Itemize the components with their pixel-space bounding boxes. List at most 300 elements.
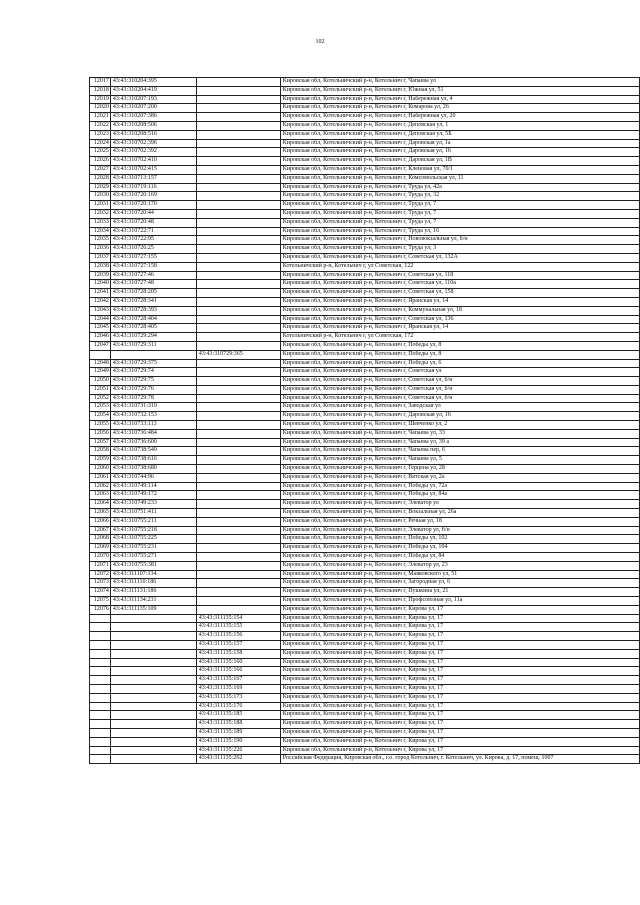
- row-number-cell: 12057: [90, 438, 111, 447]
- cadastral-number-cell: 43:43:310744:96: [110, 473, 196, 482]
- cadastral-number-cell: 43:43:310722:95: [110, 236, 196, 245]
- row-number-cell: 12053: [90, 403, 111, 412]
- row-number-cell: 12024: [90, 139, 111, 148]
- row-number-cell: [90, 623, 111, 632]
- table-row: [90, 130, 640, 139]
- table-row: [90, 350, 640, 359]
- cadastral-number-cell: 43:43:310727:155: [110, 253, 196, 262]
- cadastral-number-cell: [110, 667, 196, 676]
- cadastral-number-cell: 43:43:311131:186: [110, 588, 196, 597]
- address-cell: Кировская обл, Котельничский р-н, Котельнич г, Победы ул, 102: [280, 535, 639, 544]
- address-cell: Кировская обл, Котельничский р-н, Котельнич г, Элеватор ул, 23: [280, 561, 639, 570]
- row-number-cell: 12046: [90, 333, 111, 342]
- table-row: [90, 174, 640, 183]
- cadastral-number-cell: 43:43:311110:186: [110, 579, 196, 588]
- row-number-cell: 12029: [90, 183, 111, 192]
- address-cell: Кировская обл, Котельничский р-н, Котельнич г, Яранская ул, 14: [280, 297, 639, 306]
- linked-cadastral-number-cell: 43:43:311135:189: [196, 728, 280, 737]
- cadastral-number-cell: [110, 737, 196, 746]
- linked-cadastral-number-cell: [196, 157, 280, 166]
- cadastral-number-cell: [110, 684, 196, 693]
- table-row: [90, 684, 640, 693]
- table-row: [90, 148, 640, 157]
- table-row: [90, 201, 640, 210]
- registry-table: [89, 77, 640, 764]
- row-number-cell: 12067: [90, 526, 111, 535]
- table-row: [90, 658, 640, 667]
- row-number-cell: 12034: [90, 227, 111, 236]
- table-row: [90, 597, 640, 606]
- linked-cadastral-number-cell: [196, 544, 280, 553]
- address-cell: Кировская обл, Котельничский р-н, Котельнич г, Советская ул, б/н: [280, 385, 639, 394]
- address-cell: Кировская обл, Котельничский р-н, Котельнич г, Труда ул, 42а: [280, 183, 639, 192]
- cadastral-number-cell: 43:43:310207:386: [110, 113, 196, 122]
- table-row: [90, 623, 640, 632]
- address-cell: Кировская обл, Котельничский р-н, Котельнич г, Кирова ул, 17: [280, 720, 639, 729]
- cadastral-number-cell: 43:43:310722:71: [110, 227, 196, 236]
- table-row: [90, 95, 640, 104]
- table-row: [90, 509, 640, 518]
- cadastral-number-cell: [110, 711, 196, 720]
- table-row: [90, 465, 640, 474]
- row-number-cell: 12068: [90, 535, 111, 544]
- address-cell: Кировская обл, Котельничский р-н, Котельнич г, Победы ул, 84а: [280, 491, 639, 500]
- table-row: [90, 121, 640, 130]
- row-number-cell: [90, 720, 111, 729]
- address-cell: Кировская обл, Котельничский р-н, Котельнич г, Победы ул, 6: [280, 359, 639, 368]
- row-number-cell: 12019: [90, 95, 111, 104]
- table-row: [90, 227, 640, 236]
- table-row: [90, 641, 640, 650]
- address-cell: Котельничский р-н, Котельнич г, ул Советская, 172: [280, 333, 639, 342]
- row-number-cell: 12069: [90, 544, 111, 553]
- linked-cadastral-number-cell: 43:43:311135:262: [196, 755, 280, 764]
- address-cell: Кировская обл, Котельничский р-н, Котельнич г, Кирова ул, 17: [280, 623, 639, 632]
- cadastral-number-cell: 43:43:310729:78: [110, 394, 196, 403]
- cadastral-number-cell: 43:43:310726:25: [110, 245, 196, 254]
- linked-cadastral-number-cell: [196, 403, 280, 412]
- linked-cadastral-number-cell: [196, 165, 280, 174]
- cadastral-number-cell: 43:43:310713:157: [110, 174, 196, 183]
- linked-cadastral-number-cell: 43:43:311135:160: [196, 658, 280, 667]
- address-cell: Кировская обл, Котельничский р-н, Котельнич г, Герцена ул, 28: [280, 465, 639, 474]
- linked-cadastral-number-cell: [196, 535, 280, 544]
- linked-cadastral-number-cell: 43:43:310729:365: [196, 350, 280, 359]
- address-cell: Кировская обл, Котельничский р-н, Котельнич г, Кирова ул, 17: [280, 641, 639, 650]
- cadastral-number-cell: [110, 720, 196, 729]
- cadastral-number-cell: 43:43:310732:153: [110, 412, 196, 421]
- row-number-cell: [90, 649, 111, 658]
- row-number-cell: 12038: [90, 262, 111, 271]
- linked-cadastral-number-cell: [196, 289, 280, 298]
- address-cell: Кировская обл, Котельничский р-н, Котельнич г, Пушкина ул, 21: [280, 588, 639, 597]
- table-row: [90, 570, 640, 579]
- table-row: [90, 588, 640, 597]
- address-cell: Кировская обл, Котельничский р-н, Котельнич г, Комарова ул, 26: [280, 104, 639, 113]
- cadastral-number-cell: 43:43:310729:75: [110, 377, 196, 386]
- address-cell: Кировская обл, Котельничский р-н, Котельнич г, Набережная ул, 20: [280, 113, 639, 122]
- table-row: [90, 78, 640, 87]
- cadastral-number-cell: 43:43:310729:311: [110, 341, 196, 350]
- row-number-cell: 12035: [90, 236, 111, 245]
- linked-cadastral-number-cell: [196, 218, 280, 227]
- cadastral-number-cell: 43:43:310728:205: [110, 289, 196, 298]
- linked-cadastral-number-cell: [196, 341, 280, 350]
- address-cell: Кировская обл, Котельничский р-н, Котельнич г, Маяковского ул, 51: [280, 570, 639, 579]
- linked-cadastral-number-cell: [196, 597, 280, 606]
- linked-cadastral-number-cell: [196, 139, 280, 148]
- cadastral-number-cell: 43:43:310738:616: [110, 456, 196, 465]
- address-cell: Кировская обл, Котельничский р-н, Котельнич г, Кирова ул, 17: [280, 614, 639, 623]
- cadastral-number-cell: 43:43:310755:271: [110, 553, 196, 562]
- table-row: [90, 157, 640, 166]
- cadastral-number-cell: 43:43:310727:158: [110, 262, 196, 271]
- row-number-cell: 12050: [90, 377, 111, 386]
- address-cell: Кировская обл, Котельничский р-н, Котельнич г, Труда ул, 7: [280, 209, 639, 218]
- linked-cadastral-number-cell: [196, 561, 280, 570]
- row-number-cell: 12037: [90, 253, 111, 262]
- linked-cadastral-number-cell: 43:43:311135:185: [196, 711, 280, 720]
- address-cell: Кировская обл, Котельничский р-н, Котельнич г, Чапаева пер, 6: [280, 447, 639, 456]
- address-cell: Кировская обл, Котельничский р-н, Котельнич г, Кирова ул, 17: [280, 658, 639, 667]
- row-number-cell: [90, 702, 111, 711]
- linked-cadastral-number-cell: [196, 429, 280, 438]
- address-cell: Кировская обл, Котельничский р-н, Котельнич г, Вокзальная ул, 26а: [280, 509, 639, 518]
- row-number-cell: 12017: [90, 78, 111, 87]
- cadastral-number-cell: [110, 676, 196, 685]
- address-cell: Кировская обл, Котельничский р-н, Котельнич г, Профсоюзная ул, 11а: [280, 597, 639, 606]
- linked-cadastral-number-cell: [196, 500, 280, 509]
- row-number-cell: 12042: [90, 297, 111, 306]
- cadastral-number-cell: [110, 658, 196, 667]
- linked-cadastral-number-cell: [196, 588, 280, 597]
- linked-cadastral-number-cell: [196, 394, 280, 403]
- cadastral-number-cell: 43:43:310720:169: [110, 192, 196, 201]
- linked-cadastral-number-cell: [196, 95, 280, 104]
- cadastral-number-cell: [110, 693, 196, 702]
- address-cell: Кировская обл, Котельничский р-н, Котельнич г, Чапаева ул, 39 а: [280, 438, 639, 447]
- linked-cadastral-number-cell: 43:43:311135:173: [196, 693, 280, 702]
- cadastral-number-cell: 43:43:310702:415: [110, 165, 196, 174]
- cadastral-number-cell: 43:43:310702:396: [110, 139, 196, 148]
- cadastral-number-cell: 43:43:310736:600: [110, 438, 196, 447]
- cadastral-number-cell: [110, 755, 196, 764]
- table-row: [90, 324, 640, 333]
- linked-cadastral-number-cell: [196, 482, 280, 491]
- row-number-cell: [90, 632, 111, 641]
- linked-cadastral-number-cell: [196, 315, 280, 324]
- cadastral-number-cell: [110, 702, 196, 711]
- address-cell: Кировская обл, Котельничский р-н, Котельнич г, Чапаева ул, 33: [280, 429, 639, 438]
- row-number-cell: 12027: [90, 165, 111, 174]
- linked-cadastral-number-cell: [196, 236, 280, 245]
- address-cell: Кировская обл, Котельничский р-н, Котельнич г, Советская ул, 110а: [280, 280, 639, 289]
- linked-cadastral-number-cell: 43:43:311135:158: [196, 649, 280, 658]
- address-cell: Кировская обл, Котельничский р-н, Котельнич г, Кирова ул, 17: [280, 667, 639, 676]
- table-row: [90, 746, 640, 755]
- address-cell: Кировская обл, Котельничский р-н, Котельнич г, Деповская ул, 1: [280, 121, 639, 130]
- address-cell: Кировская обл, Котельничский р-н, Котельнич г, Нововокзальная ул, б/н: [280, 236, 639, 245]
- cadastral-number-cell: 43:43:310208:516: [110, 130, 196, 139]
- linked-cadastral-number-cell: [196, 227, 280, 236]
- table-row: [90, 605, 640, 614]
- address-cell: Кировская обл, Котельничский р-н, Котельнич г, Победы ул, 72а: [280, 482, 639, 491]
- address-cell: Котельничский р-н, Котельнич г, ул Советская, 122: [280, 262, 639, 271]
- row-number-cell: 12071: [90, 561, 111, 570]
- table-row: [90, 526, 640, 535]
- address-cell: Кировская обл, Котельничский р-н, Котельнич г, Труда ул, 7: [280, 201, 639, 210]
- table-row: [90, 693, 640, 702]
- address-cell: Кировская обл, Котельничский р-н, Котельнич г, Даровская ул, 1В: [280, 157, 639, 166]
- row-number-cell: [90, 728, 111, 737]
- cadastral-number-cell: 43:43:310755:218: [110, 526, 196, 535]
- linked-cadastral-number-cell: [196, 509, 280, 518]
- row-number-cell: [90, 614, 111, 623]
- table-row: [90, 720, 640, 729]
- linked-cadastral-number-cell: 43:43:311135:169: [196, 684, 280, 693]
- address-cell: Кировская обл, Котельничский р-н, Котельнич г, Даровская ул, 1а: [280, 139, 639, 148]
- table-row: [90, 544, 640, 553]
- address-cell: Кировская обл, Котельничский р-н, Котельнич г, Комсомольская ул, 11: [280, 174, 639, 183]
- cadastral-number-cell: [110, 350, 196, 359]
- table-row: [90, 482, 640, 491]
- row-number-cell: 12051: [90, 385, 111, 394]
- table-row: [90, 632, 640, 641]
- cadastral-number-cell: 43:43:310720:170: [110, 201, 196, 210]
- linked-cadastral-number-cell: [196, 262, 280, 271]
- table-row: [90, 218, 640, 227]
- cadastral-number-cell: 43:43:310749:172: [110, 491, 196, 500]
- row-number-cell: 12036: [90, 245, 111, 254]
- row-number-cell: 12075: [90, 597, 111, 606]
- cadastral-number-cell: 43:43:310204:395: [110, 78, 196, 87]
- row-number-cell: [90, 350, 111, 359]
- linked-cadastral-number-cell: [196, 174, 280, 183]
- address-cell: Кировская обл, Котельничский р-н, Котельнич г, Кирова ул, 17: [280, 649, 639, 658]
- table-row: [90, 394, 640, 403]
- cadastral-number-cell: 43:43:310729:74: [110, 368, 196, 377]
- table-row: [90, 517, 640, 526]
- address-cell: Кировская обл, Котельничский р-н, Котельнич г, Элеватор ул: [280, 500, 639, 509]
- row-number-cell: 12060: [90, 465, 111, 474]
- row-number-cell: 12026: [90, 157, 111, 166]
- linked-cadastral-number-cell: [196, 78, 280, 87]
- table-row: [90, 667, 640, 676]
- cadastral-number-cell: 43:43:310208:506: [110, 121, 196, 130]
- row-number-cell: 12021: [90, 113, 111, 122]
- row-number-cell: [90, 641, 111, 650]
- address-cell: Кировская обл, Котельничский р-н, Котельнич г, Победы ул, 84: [280, 553, 639, 562]
- address-cell: Кировская обл, Котельничский р-н, Котельнич г, Советская ул, 132А: [280, 253, 639, 262]
- table-row: [90, 535, 640, 544]
- linked-cadastral-number-cell: 43:43:311135:188: [196, 720, 280, 729]
- table-row: [90, 561, 640, 570]
- address-cell: Кировская обл, Котельничский р-н, Котельнич г, Кирова ул, 17: [280, 702, 639, 711]
- row-number-cell: [90, 737, 111, 746]
- table-row: [90, 728, 640, 737]
- row-number-cell: 12065: [90, 509, 111, 518]
- row-number-cell: 12031: [90, 201, 111, 210]
- linked-cadastral-number-cell: 43:43:311135:154: [196, 614, 280, 623]
- linked-cadastral-number-cell: [196, 253, 280, 262]
- linked-cadastral-number-cell: [196, 491, 280, 500]
- cadastral-number-cell: [110, 728, 196, 737]
- table-row: [90, 341, 640, 350]
- linked-cadastral-number-cell: [196, 183, 280, 192]
- row-number-cell: 12040: [90, 280, 111, 289]
- row-number-cell: 12033: [90, 218, 111, 227]
- cadastral-number-cell: [110, 623, 196, 632]
- address-cell: Кировская обл, Котельничский р-н, Котельнич г, Коммунальная ул, 18: [280, 306, 639, 315]
- row-number-cell: 12018: [90, 86, 111, 95]
- cadastral-number-cell: 43:43:310749:233: [110, 500, 196, 509]
- address-cell: Кировская обл, Котельничский р-н, Котельнич г, Кирова ул, 17: [280, 746, 639, 755]
- linked-cadastral-number-cell: [196, 271, 280, 280]
- linked-cadastral-number-cell: [196, 447, 280, 456]
- table-row: [90, 297, 640, 306]
- table-row: [90, 737, 640, 746]
- address-cell: Кировская обл, Котельничский р-н, Котельнич г, Победы ул, 8: [280, 350, 639, 359]
- table-row: [90, 377, 640, 386]
- linked-cadastral-number-cell: [196, 201, 280, 210]
- table-row: [90, 711, 640, 720]
- cadastral-number-cell: 43:43:310207:193: [110, 95, 196, 104]
- row-number-cell: 12020: [90, 104, 111, 113]
- row-number-cell: 12074: [90, 588, 111, 597]
- cadastral-number-cell: 43:43:310751:411: [110, 509, 196, 518]
- address-cell: Кировская обл, Котельничский р-н, Котельнич г, Даровская ул, 16: [280, 412, 639, 421]
- table-row: [90, 500, 640, 509]
- cadastral-number-cell: 43:43:310204:419: [110, 86, 196, 95]
- table-row: [90, 368, 640, 377]
- cadastral-number-cell: 43:43:310720:48: [110, 218, 196, 227]
- row-number-cell: 12047: [90, 341, 111, 350]
- row-number-cell: 12066: [90, 517, 111, 526]
- linked-cadastral-number-cell: 43:43:311135:155: [196, 623, 280, 632]
- row-number-cell: 12063: [90, 491, 111, 500]
- linked-cadastral-number-cell: [196, 553, 280, 562]
- table-row: [90, 165, 640, 174]
- address-cell: Российская Федерация, Кировская обл., г.о. город Котельнич, г. Котельнич, ул. Кирова, д. 17, помещ. 1007: [280, 755, 639, 764]
- address-cell: Кировская обл, Котельничский р-н, Котельнич г, Труда ул, 3: [280, 245, 639, 254]
- cadastral-number-cell: 43:43:310755:211: [110, 517, 196, 526]
- address-cell: Кировская обл, Котельничский р-н, Котельнич г, Советская ул, 136: [280, 315, 639, 324]
- table-row: [90, 359, 640, 368]
- address-cell: Кировская обл, Котельничский р-н, Котельнич г, Кирова ул, 17: [280, 676, 639, 685]
- table-row: [90, 236, 640, 245]
- cadastral-number-cell: 43:43:310728:393: [110, 306, 196, 315]
- cadastral-number-cell: [110, 632, 196, 641]
- row-number-cell: 12030: [90, 192, 111, 201]
- table-row: [90, 403, 640, 412]
- row-number-cell: 12049: [90, 368, 111, 377]
- cadastral-number-cell: 43:43:310702:410: [110, 157, 196, 166]
- cadastral-number-cell: 43:43:310755:381: [110, 561, 196, 570]
- address-cell: Кировская обл, Котельничский р-н, Котельнич г, Труда ул, 16: [280, 227, 639, 236]
- cadastral-number-cell: 43:43:310719:116: [110, 183, 196, 192]
- address-cell: Кировская обл, Котельничский р-н, Котельнич г, Советская ул, 118: [280, 271, 639, 280]
- cadastral-number-cell: [110, 649, 196, 658]
- table-row: [90, 473, 640, 482]
- table-row: [90, 289, 640, 298]
- row-number-cell: [90, 667, 111, 676]
- address-cell: Кировская обл, Котельничский р-н, Котельнич г, Советская ул, б/н: [280, 377, 639, 386]
- table-row: [90, 429, 640, 438]
- linked-cadastral-number-cell: [196, 377, 280, 386]
- table-row: [90, 553, 640, 562]
- table-row: [90, 438, 640, 447]
- cadastral-number-cell: 43:43:310729:375: [110, 359, 196, 368]
- table-row: [90, 456, 640, 465]
- row-number-cell: 12061: [90, 473, 111, 482]
- cadastral-number-cell: 43:43:310702:392: [110, 148, 196, 157]
- table-row: [90, 245, 640, 254]
- table-row: [90, 262, 640, 271]
- row-number-cell: 12056: [90, 429, 111, 438]
- row-number-cell: 12043: [90, 306, 111, 315]
- table-row: [90, 491, 640, 500]
- address-cell: Кировская обл, Котельничский р-н, Котельнич г, Кирова ул, 17: [280, 684, 639, 693]
- linked-cadastral-number-cell: [196, 113, 280, 122]
- cadastral-number-cell: 43:43:310728:405: [110, 324, 196, 333]
- table-row: [90, 447, 640, 456]
- address-cell: Кировская обл, Котельничский р-н, Котельнич г, Советская ул, 158: [280, 289, 639, 298]
- row-number-cell: [90, 746, 111, 755]
- address-cell: Кировская обл, Котельничский р-н, Котельнич г, Кирова ул, 17: [280, 737, 639, 746]
- cadastral-number-cell: 43:43:310738:549: [110, 447, 196, 456]
- table-row: [90, 192, 640, 201]
- address-cell: Кировская обл, Котельничский р-н, Котельнич г, Яранская ул, 14: [280, 324, 639, 333]
- address-cell: Кировская обл, Котельничский р-н, Котельнич г, Набережная ул, 4: [280, 95, 639, 104]
- row-number-cell: [90, 711, 111, 720]
- row-number-cell: 12032: [90, 209, 111, 218]
- linked-cadastral-number-cell: [196, 324, 280, 333]
- cadastral-number-cell: 43:43:310729:294: [110, 333, 196, 342]
- table-row: [90, 315, 640, 324]
- row-number-cell: [90, 755, 111, 764]
- linked-cadastral-number-cell: [196, 421, 280, 430]
- table-row: [90, 86, 640, 95]
- linked-cadastral-number-cell: [196, 104, 280, 113]
- table-row: [90, 579, 640, 588]
- row-number-cell: 12023: [90, 130, 111, 139]
- row-number-cell: [90, 676, 111, 685]
- cadastral-number-cell: 43:43:310738:680: [110, 465, 196, 474]
- table-row: [90, 139, 640, 148]
- row-number-cell: 12059: [90, 456, 111, 465]
- address-cell: Кировская обл, Котельничский р-н, Котельнич г, Вятская ул, 2а: [280, 473, 639, 482]
- address-cell: Кировская обл, Котельничский р-н, Котельнич г, Труда ул, 7: [280, 218, 639, 227]
- address-cell: Кировская обл, Котельничский р-н, Котельнич г, Деповская ул, 5Б: [280, 130, 639, 139]
- table-row: [90, 280, 640, 289]
- table-row: [90, 104, 640, 113]
- linked-cadastral-number-cell: 43:43:311135:167: [196, 676, 280, 685]
- linked-cadastral-number-cell: [196, 473, 280, 482]
- cadastral-number-cell: 43:43:310733:113: [110, 421, 196, 430]
- table-row: [90, 649, 640, 658]
- address-cell: Кировская обл, Котельничский р-н, Котельнич г, Победы ул, 104: [280, 544, 639, 553]
- row-number-cell: 12044: [90, 315, 111, 324]
- row-number-cell: 12054: [90, 412, 111, 421]
- row-number-cell: 12072: [90, 570, 111, 579]
- table-row: [90, 209, 640, 218]
- address-cell: Кировская обл, Котельничский р-н, Котельнич г, Шевченко ул, 2: [280, 421, 639, 430]
- row-number-cell: 12052: [90, 394, 111, 403]
- row-number-cell: [90, 658, 111, 667]
- linked-cadastral-number-cell: [196, 526, 280, 535]
- cadastral-number-cell: 43:43:310727:48: [110, 280, 196, 289]
- table-row: [90, 614, 640, 623]
